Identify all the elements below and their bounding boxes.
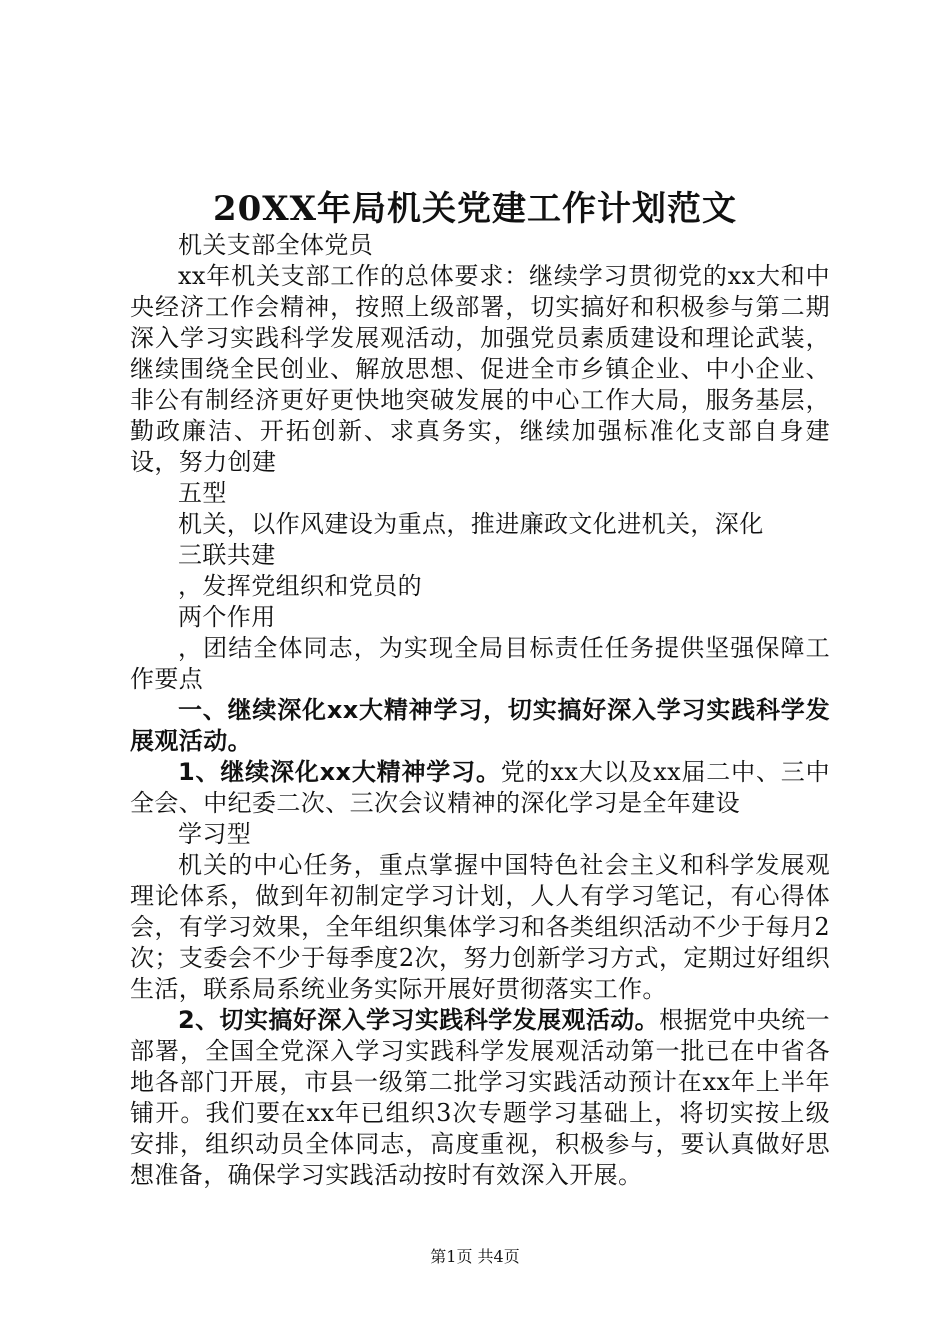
section-heading-1: 一、继续深化xx大精神学习，切实搞好深入学习实践科学发展观活动。 bbox=[130, 696, 830, 755]
subsection-1-heading: 1、继续深化xx大精神学习。 bbox=[178, 758, 501, 786]
paragraph-unite-comrades: ，团结全体同志，为实现全局目标责任任务提供坚强保障工作要点 bbox=[130, 634, 830, 693]
paragraph-learning-type: 学习型 bbox=[178, 820, 252, 848]
paragraph-play-role: ，发挥党组织和党员的 bbox=[178, 572, 422, 600]
subsection-2-heading: 2、切实搞好深入学习实践科学发展观活动。 bbox=[178, 1006, 660, 1034]
subsection-1-text: 党的xx大以及xx届二中、三中全会、中纪委二次、三次会议精神的深化学习是全年建设 bbox=[130, 758, 831, 817]
paragraph-two-roles: 两个作用 bbox=[178, 603, 276, 631]
document-body bbox=[130, 230, 830, 1191]
paragraph-five-types: 五型 bbox=[178, 479, 227, 507]
paragraph-general-requirements: xx年机关支部工作的总体要求：继续学习贯彻党的xx大和中央经济工作会精神，按照上级部署，切实搞好和积极参与第二期深入学习实践科学发展观活动，加强党员素质建设和理论武装，继续围绕全民创业、解放思想、促进全市乡镇企业、中小企业、非公有制经济更好更快地突破发展的中心工作大局，服务基层，勤政廉洁、开拓创新、求真务实，继续加强标准化支部自身建设，努力创建 bbox=[130, 262, 830, 476]
subsection-2-text: 根据党中央统一部署，全国全党深入学习实践科学发展观活动第一批已在中省各地各部门开展，市县一级第二批学习实践活动预计在xx年上半年铺开。我们要在xx年已组织3次专题学习基础上，将切实按上级安排，组织动员全体同志，高度重视，积极参与，要认真做好思想准备，确保学习实践活动按时有效深入开展。 bbox=[130, 1006, 830, 1189]
paragraph-central-task: 机关的中心任务，重点掌握中国特色社会主义和科学发展观理论体系，做到年初制定学习计划，人人有学习笔记，有心得体会，有学习效果，全年组织集体学习和各类组织活动不少于每月2次；支委会不少于每季度2次，努力创新学习方式，定期过好组织生活，联系局系统业务实际开展好贯彻落实工作。 bbox=[130, 851, 830, 1003]
paragraph-addressee: 机关支部全体党员 bbox=[178, 231, 374, 259]
paragraph-organ-style: 机关，以作风建设为重点，推进廉政文化进机关，深化 bbox=[178, 510, 764, 538]
paragraph-subsection-1 bbox=[130, 757, 830, 819]
page-title: 20XX年局机关党建工作计划范文 bbox=[212, 189, 738, 229]
paragraph-three-joint: 三联共建 bbox=[178, 541, 276, 569]
paragraph-subsection-2 bbox=[130, 1005, 830, 1191]
page-footer: 第1页 共4页 bbox=[430, 1247, 520, 1266]
